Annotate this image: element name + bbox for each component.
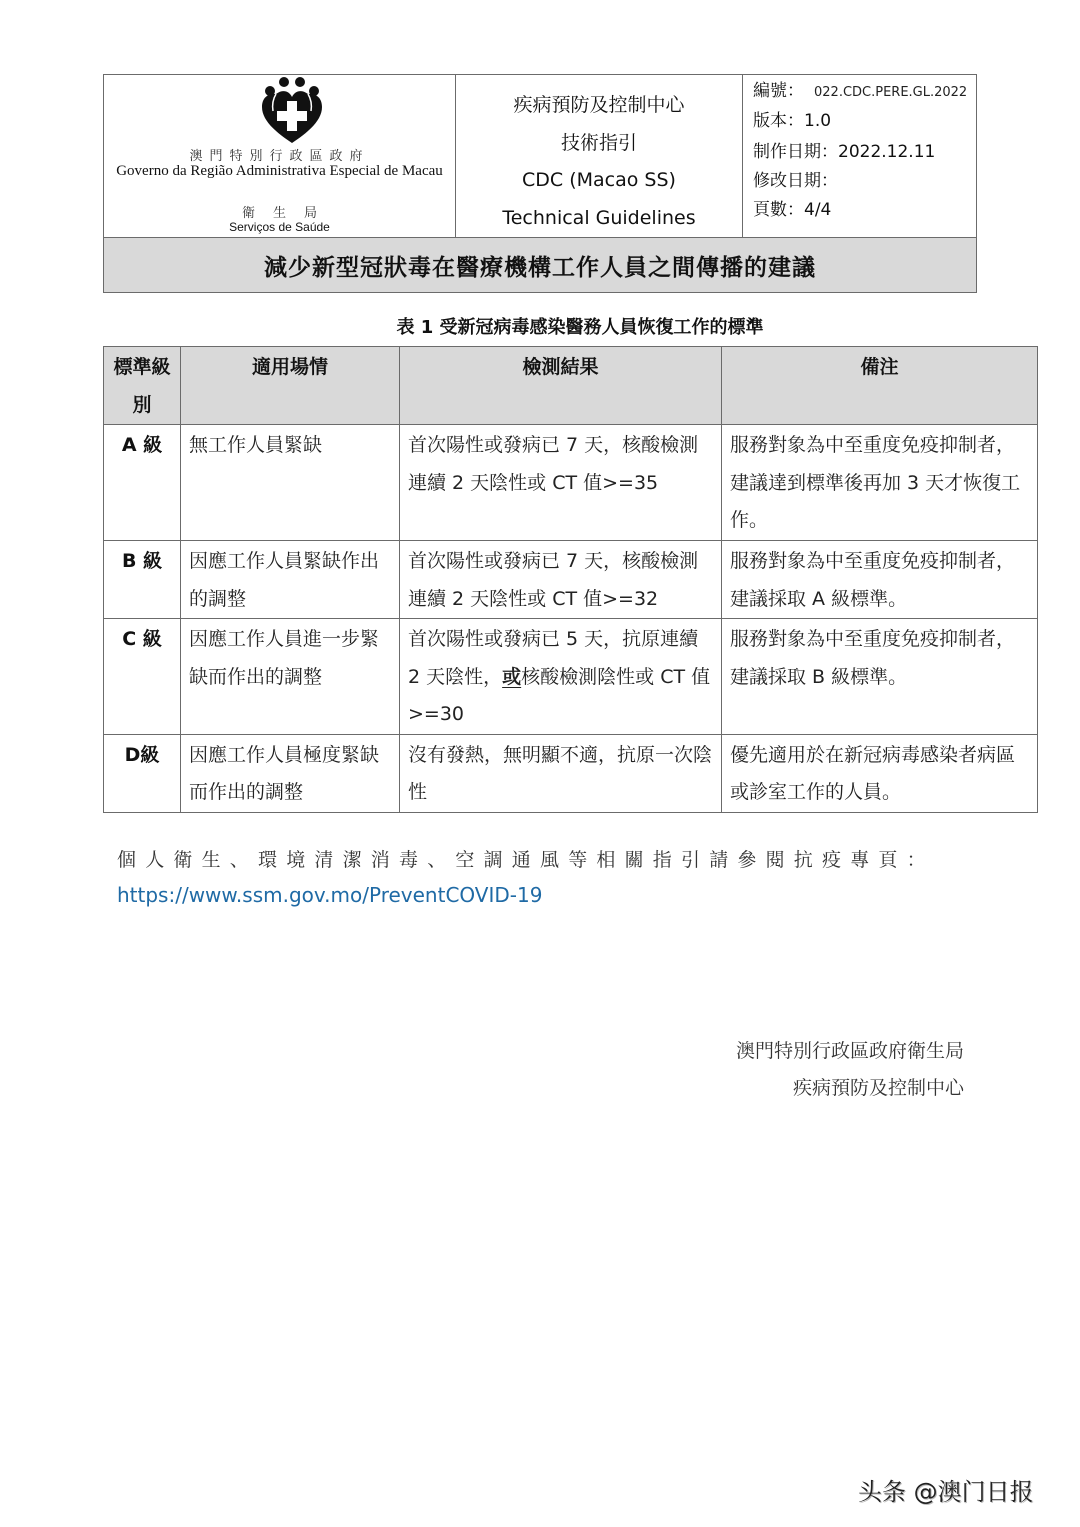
remarks-cell: 服務對象為中至重度免疫抑制者，建議採取 A 級標準。: [722, 541, 1038, 619]
doc-created-label: 制作日期：: [753, 142, 838, 162]
scenario-cell: 因應工作人員極度緊缺而作出的調整: [181, 734, 400, 812]
source-watermark: 头条 @澳门日报: [858, 1478, 1034, 1506]
org-name-pt: Governo da Região Administrativa Especial de Macau: [116, 163, 443, 179]
test-result-text: 核酸檢測陰性或 CT 值>=30: [408, 665, 711, 725]
emphasized-or: 或: [502, 665, 522, 688]
table-row: [104, 734, 1038, 812]
dept-name-pt: Serviços de Saúde: [229, 220, 330, 234]
scenario-cell: 因應工作人員進一步緊缺而作出的調整: [181, 619, 400, 735]
document-title: 減少新型冠狀毒在醫療機構工作人員之間傳播的建議: [104, 238, 976, 292]
header-meta-cell: [743, 75, 976, 237]
scenario-cell: 因應工作人員緊缺作出的調整: [181, 541, 400, 619]
doc-code-label: 編號：: [753, 81, 804, 101]
scenario-cell: 無工作人員緊缺: [181, 425, 400, 541]
column-header-remarks: 備注: [722, 347, 1038, 425]
test-result-cell: 首次陽性或發病已 7 天，核酸檢測連續 2 天陰性或 CT 值>=35: [400, 425, 722, 541]
signature-department: 澳門特別行政區政府衛生局: [735, 1040, 964, 1062]
table-header-row: [104, 347, 1038, 425]
test-result-cell: 首次陽性或發病已 7 天，核酸檢測連續 2 天陰性或 CT 值>=32: [400, 541, 722, 619]
table-row: [104, 619, 1038, 735]
document-header: [103, 74, 977, 293]
doc-version-value: 1.0: [804, 111, 832, 131]
header-center-cell: [456, 75, 743, 237]
return-to-work-criteria-table: [103, 346, 1038, 813]
column-header-scenario: 適用場情: [181, 347, 400, 425]
column-header-test-result: 檢測結果: [400, 347, 722, 425]
health-bureau-logo-icon: [259, 77, 325, 145]
doc-pages-label: 頁數：: [753, 200, 804, 220]
level-cell: C 級: [104, 619, 181, 735]
doc-pages-value: 4/4: [804, 200, 832, 220]
center-title-en: CDC (Macao SS): [522, 169, 676, 191]
center-title-zh: 疾病預防及控制中心: [513, 94, 685, 116]
remarks-cell: 服務對象為中至重度免疫抑制者，建議採取 B 級標準。: [722, 619, 1038, 735]
header-logo-cell: [104, 75, 456, 237]
table-row: [104, 541, 1038, 619]
level-cell: D級: [104, 734, 181, 812]
doc-modified-date: [753, 167, 976, 196]
remarks-cell: 服務對象為中至重度免疫抑制者，建議達到標準後再加 3 天才恢復工作。: [722, 425, 1038, 541]
doc-created-date: [753, 138, 976, 167]
test-result-cell: 沒有發熱，無明顯不適，抗原一次陰性: [400, 734, 722, 812]
doc-created-value: 2022.12.11: [838, 142, 936, 162]
doc-code: [753, 77, 976, 107]
doc-code-value: 022.CDC.PERE.GL.2022: [814, 85, 968, 100]
doc-pages: [753, 196, 976, 225]
signature-center: 疾病預防及控制中心: [792, 1077, 964, 1099]
table-row: [104, 425, 1038, 541]
level-cell: B 級: [104, 541, 181, 619]
guideline-type-en: Technical Guidelines: [502, 206, 696, 229]
org-name-zh: 澳門特別行政區政府: [189, 149, 370, 164]
level-cell: A 級: [104, 425, 181, 541]
column-header-level: 標準級別: [104, 347, 181, 425]
reference-note: 個人衛生、環境清潔消毒、空調通風等相關指引請參閱抗疫專頁：: [117, 849, 935, 871]
test-result-cell: [400, 619, 722, 735]
dept-name-zh: 衛生局: [241, 206, 335, 221]
doc-version: [753, 107, 976, 136]
remarks-cell: 優先適用於在新冠病毒感染者病區或診室工作的人員。: [722, 734, 1038, 812]
doc-version-label: 版本：: [753, 111, 804, 131]
guideline-type-zh: 技術指引: [560, 131, 637, 154]
header-row: [104, 75, 976, 238]
test-result-text: 首次陽性或發病已 5 天，抗原連續 2 天陰性，: [408, 628, 699, 688]
table-caption: 表 1 受新冠病毒感染醫務人員恢復工作的標準: [396, 317, 764, 338]
doc-modified-label: 修改日期：: [753, 171, 838, 191]
prevent-covid-link[interactable]: https://www.ssm.gov.mo/PreventCOVID-19: [117, 883, 543, 907]
